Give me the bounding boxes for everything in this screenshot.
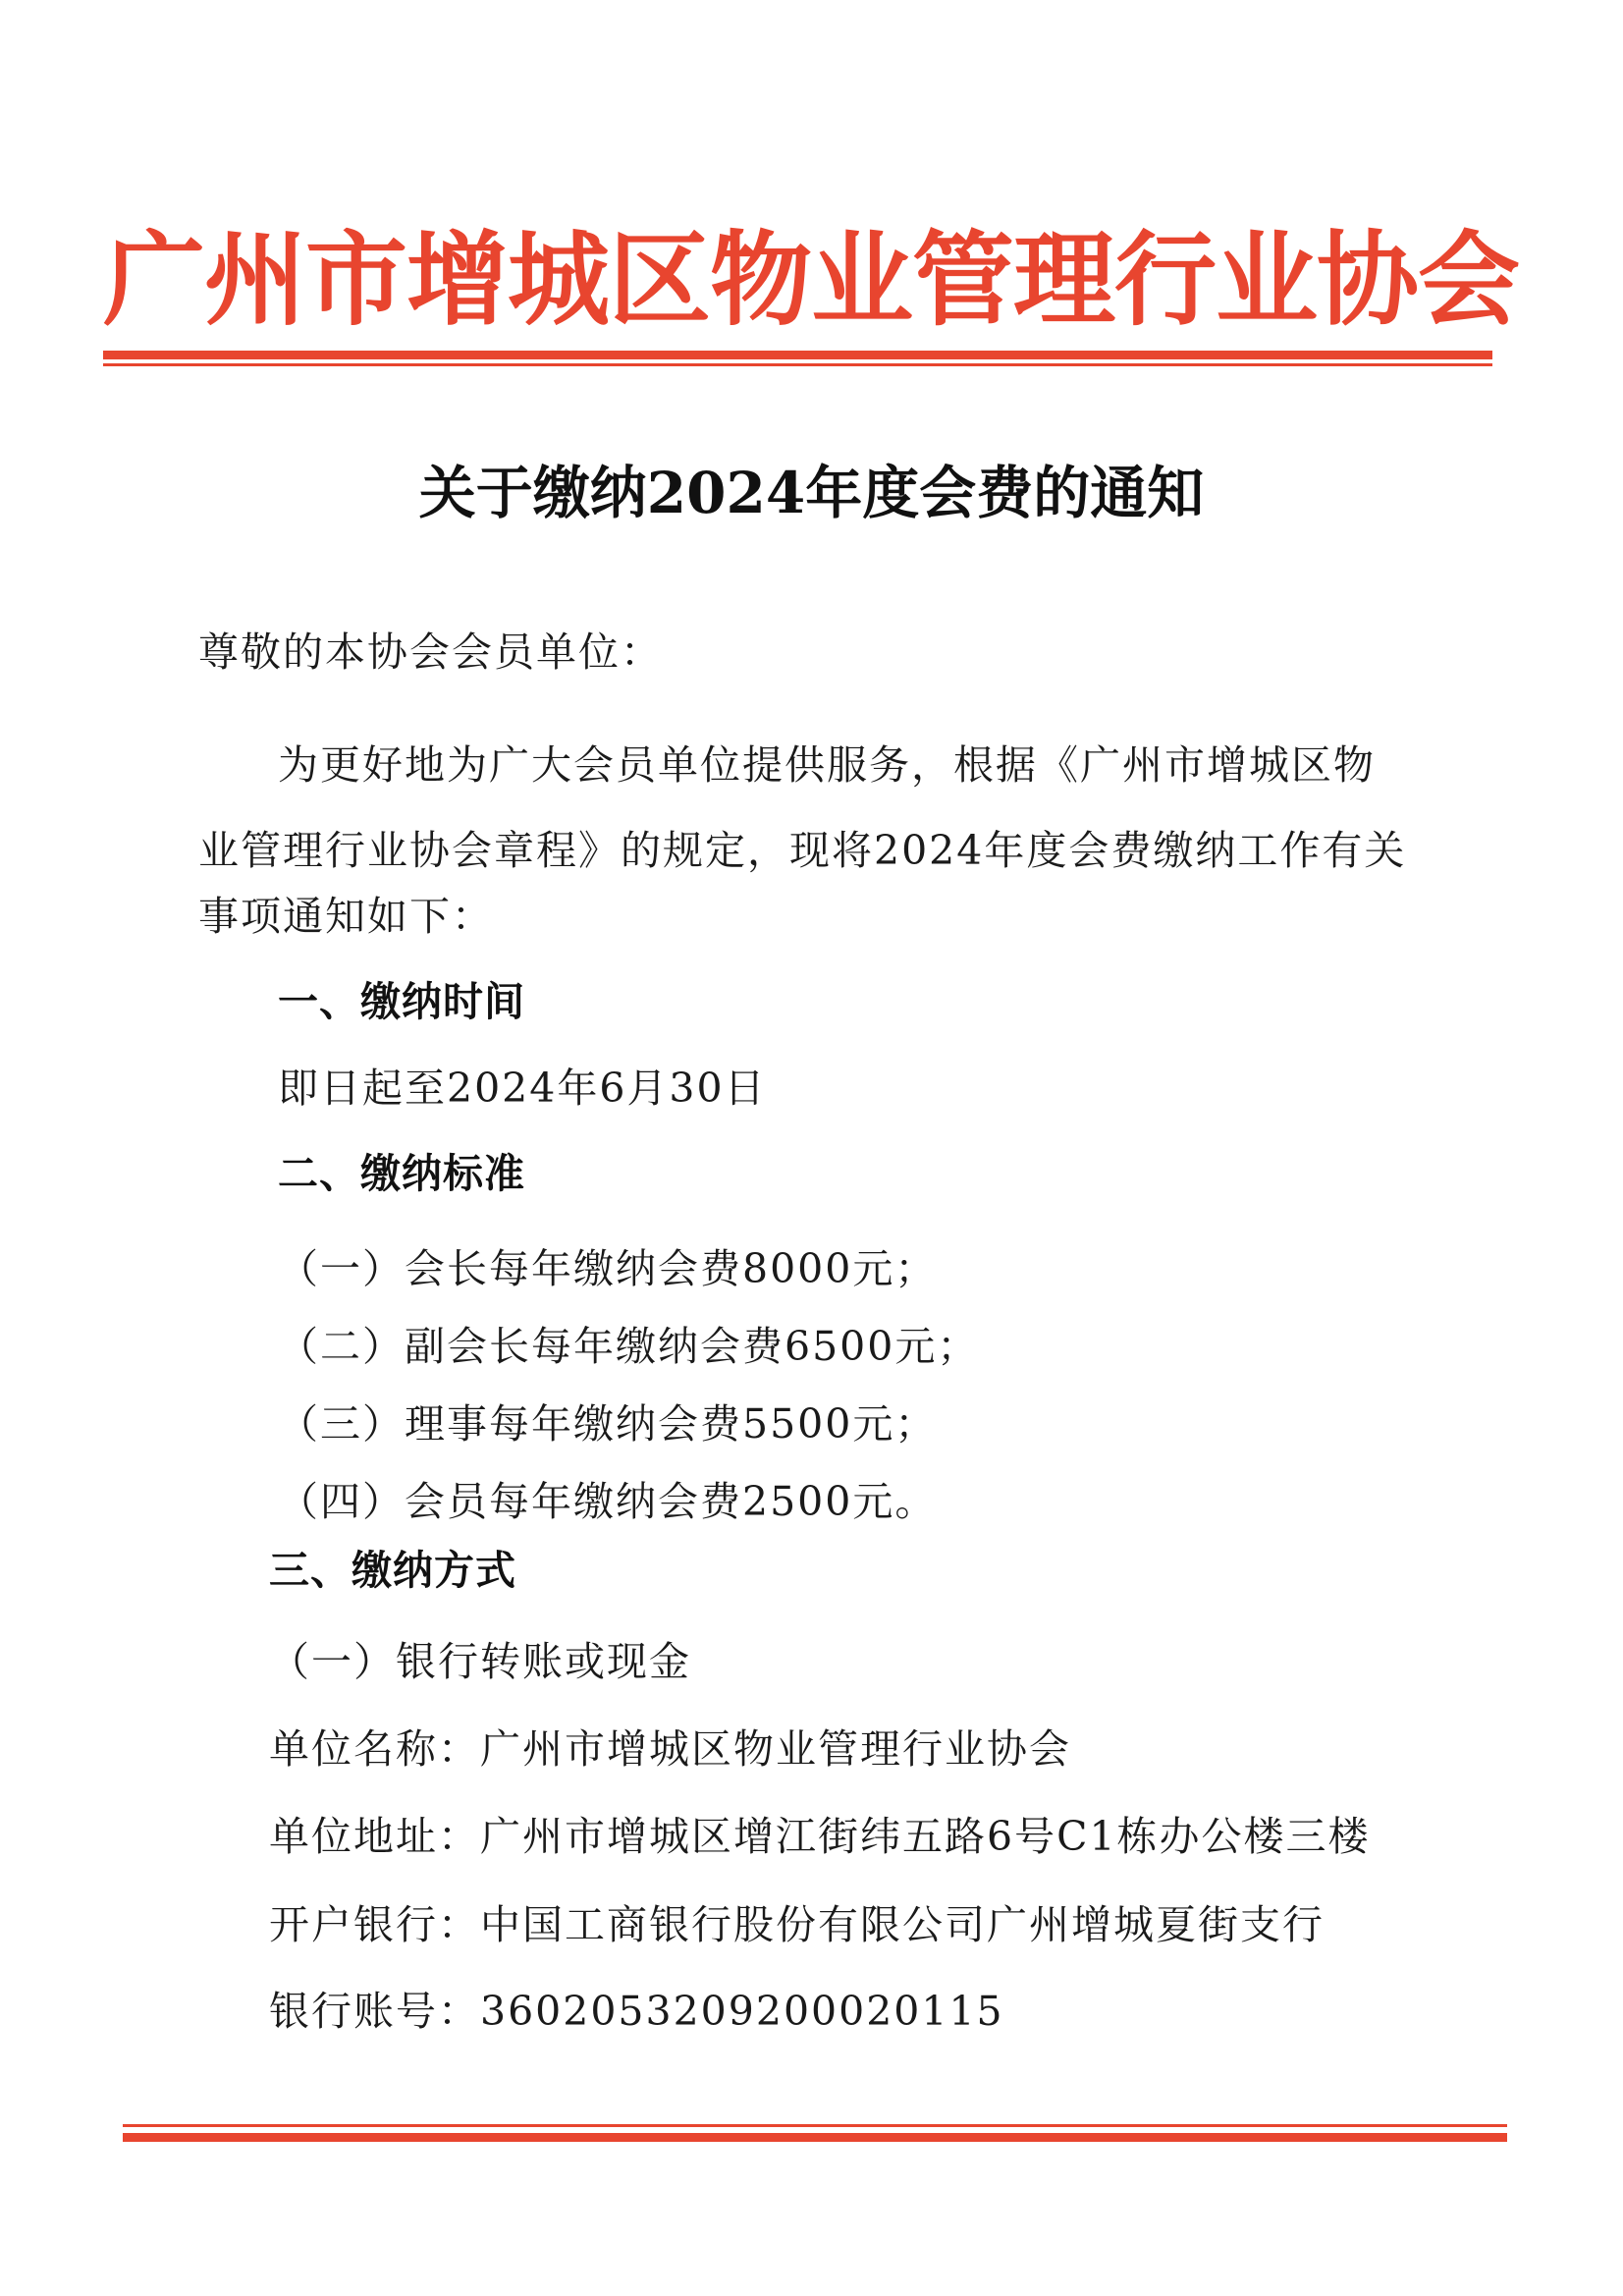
section-3-heading: 三、缴纳方式 xyxy=(269,1547,516,1594)
section-1-heading: 一、缴纳时间 xyxy=(278,978,525,1025)
salutation: 尊敬的本协会会员单位： xyxy=(198,629,663,676)
footer-rule-thin xyxy=(123,2124,1507,2127)
fee-item-director: （三）理事每年缴纳会费5500元； xyxy=(278,1400,938,1448)
fee-item-member: （四）会员每年缴纳会费2500元。 xyxy=(278,1478,938,1525)
letterhead-rule-thin xyxy=(103,363,1492,366)
intro-line-2: 业管理行业协会章程》的规定，现将2024年度会费缴纳工作有关 xyxy=(198,827,1407,874)
letterhead-rule-thick xyxy=(103,351,1492,359)
bank-name: 开户银行：中国工商银行股份有限公司广州增城夏街支行 xyxy=(269,1901,1325,1948)
footer-rule-thick xyxy=(123,2133,1507,2142)
bank-account-number: 银行账号：3602053209200020115 xyxy=(269,1988,1004,2035)
intro-line-1: 为更好地为广大会员单位提供服务，根据《广州市增城区物 xyxy=(278,741,1376,789)
fee-item-president: （一）会长每年缴纳会费8000元； xyxy=(278,1245,938,1292)
section-2-heading: 二、缴纳标准 xyxy=(278,1150,525,1197)
letterhead-org-name: 广州市增城区物业管理行业协会 xyxy=(103,220,1520,340)
account-name: 单位名称：广州市增城区物业管理行业协会 xyxy=(269,1725,1071,1773)
account-address: 单位地址：广州市增城区增江街纬五路6号C1栋办公楼三楼 xyxy=(269,1813,1371,1860)
section-1-text: 即日起至2024年6月30日 xyxy=(278,1065,767,1112)
notice-title: 关于缴纳2024年度会费的通知 xyxy=(418,460,1205,526)
intro-line-3: 事项通知如下： xyxy=(198,893,494,940)
fee-item-vice-president: （二）副会长每年缴纳会费6500元； xyxy=(278,1323,980,1370)
payment-method-subheading: （一）银行转账或现金 xyxy=(269,1638,691,1685)
